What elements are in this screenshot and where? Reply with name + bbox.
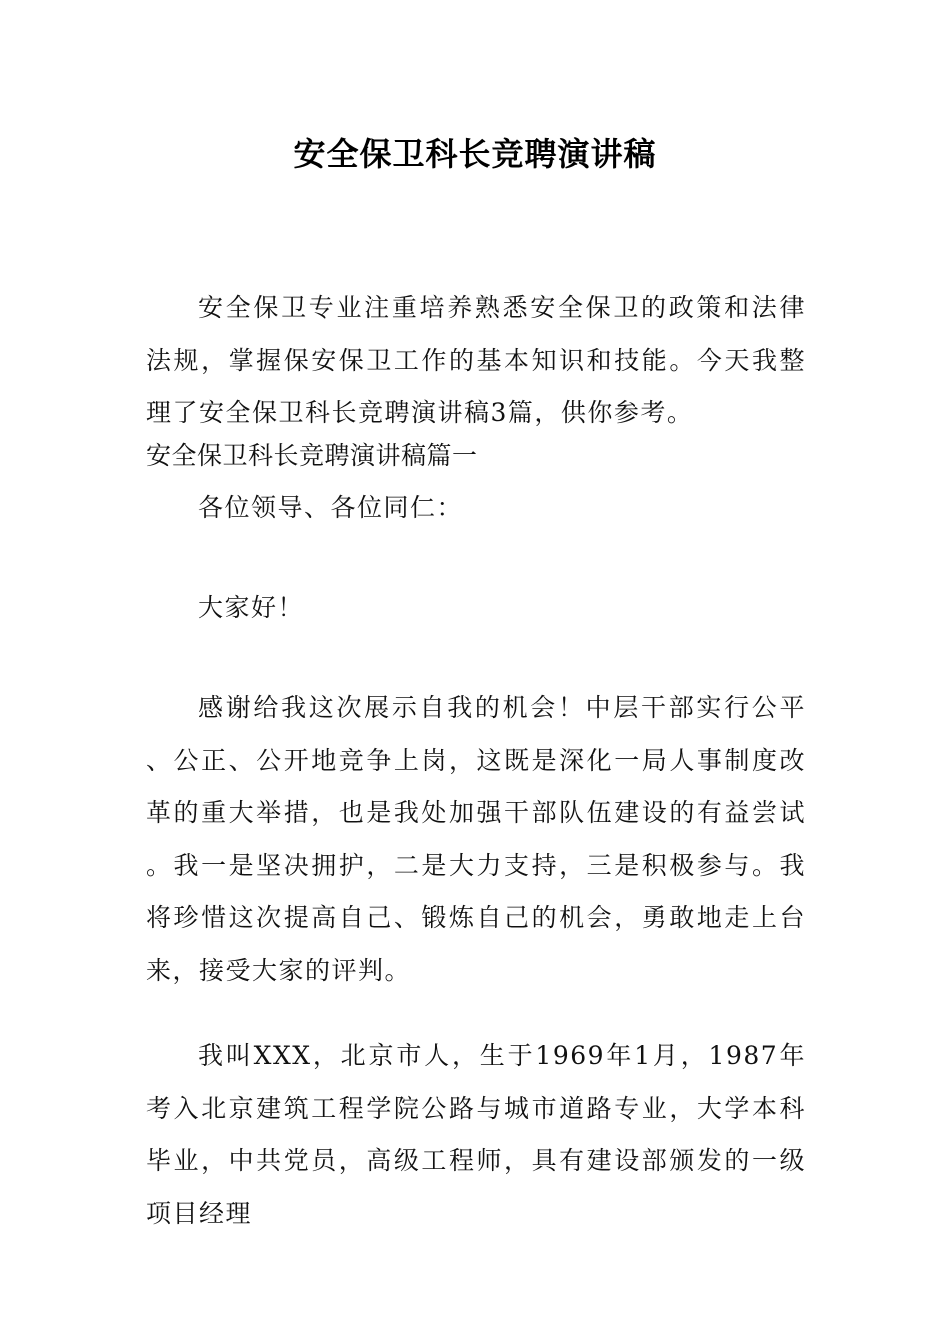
section-heading [146,430,806,483]
body-paragraph-1 [146,682,806,997]
body-paragraph-2 [146,1030,806,1240]
greeting-text: 大家好！ [198,593,305,622]
salutation [146,482,806,535]
intro-paragraph [146,282,806,440]
intro-text: 安全保卫专业注重培养熟悉安全保卫的政策和法律法规，掌握保安保卫工作的基本知识和技能。今天我整理了安全保卫科长竞聘演讲稿3篇，供你参考。 [146,293,806,427]
document-title: 安全保卫科长竞聘演讲稿 [293,135,657,173]
paragraph-2-text: 我叫XXX，北京市人，生于1969年1月，1987年考入北京建筑工程学院公路与城市道路专业，大学本科毕业，中共党员，高级工程师，具有建设部颁发的一级项目经理 [146,1041,806,1228]
greeting [146,582,806,635]
section-heading-text: 安全保卫科长竞聘演讲稿篇一 [146,441,478,470]
paragraph-1-text: 感谢给我这次展示自我的机会！中层干部实行公平、公正、公开地竞争上岗，这既是深化一局人事制度改革的重大举措，也是我处加强干部队伍建设的有益尝试。我一是坚决拥护，二是大力支持，三是积极参与。我将珍惜这次提高自己、锻炼自己的机会，勇敢地走上台来，接受大家的评判。 [146,693,806,985]
salutation-text: 各位领导、各位同仁： [198,493,464,522]
